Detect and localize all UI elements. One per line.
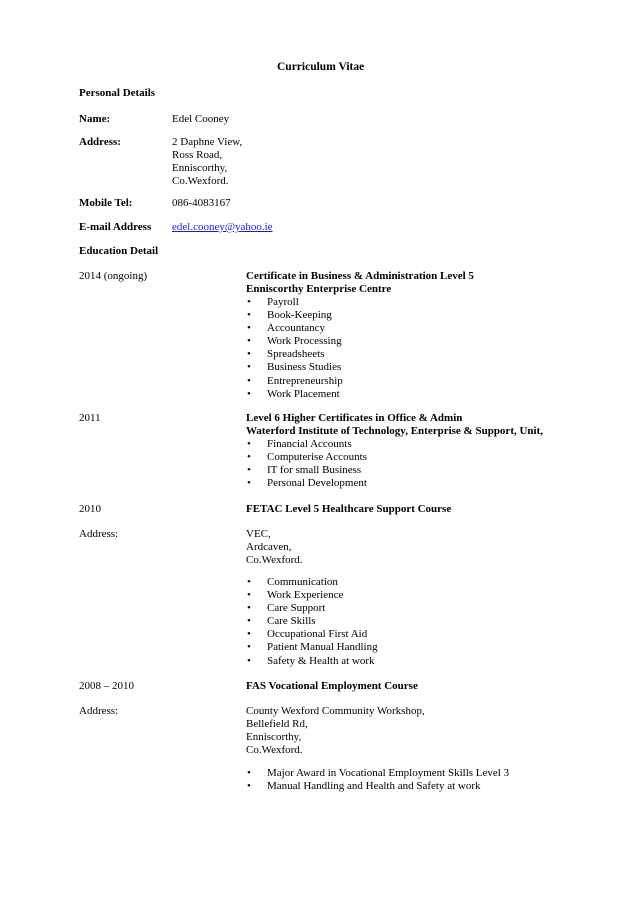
address-value bbox=[172, 136, 242, 188]
address-line: Co.Wexford. bbox=[172, 175, 229, 187]
entry-modules-list bbox=[247, 767, 509, 793]
address-line: Bellefield Rd, bbox=[246, 718, 308, 730]
list-item: • Accountancy bbox=[247, 322, 343, 335]
name-value: Edel Cooney bbox=[172, 113, 230, 125]
list-item: • Entrepreneurship bbox=[247, 375, 343, 388]
list-item: • Care Support bbox=[247, 602, 378, 615]
email-label: E-mail Address bbox=[79, 221, 152, 233]
entry-modules-list bbox=[247, 438, 367, 490]
address-line: Ardcaven, bbox=[246, 541, 292, 553]
list-item: • Care Skills bbox=[247, 615, 378, 628]
entry-title: Certificate in Business & Administration Level 5 bbox=[246, 270, 474, 282]
entry-address bbox=[246, 528, 303, 567]
entry-title: Level 6 Higher Certificates in Office & Admin bbox=[246, 412, 463, 424]
list-item: • Occupational First Aid bbox=[247, 628, 378, 641]
list-item: • Spreadsheets bbox=[247, 348, 343, 361]
address-label: Address: bbox=[79, 136, 121, 148]
entry-subtitle: Enniscorthy Enterprise Centre bbox=[246, 283, 392, 295]
email-link[interactable]: edel.cooney@yahoo.ie bbox=[172, 221, 273, 233]
address-line: Enniscorthy, bbox=[246, 731, 302, 743]
list-item: • Safety & Health at work bbox=[247, 655, 378, 668]
list-item: • Payroll bbox=[247, 296, 343, 309]
list-item: • IT for small Business bbox=[247, 464, 367, 477]
list-item: • Financial Accounts bbox=[247, 438, 367, 451]
list-item: • Communication bbox=[247, 576, 378, 589]
address-line: County Wexford Community Workshop, bbox=[246, 705, 425, 717]
name-label: Name: bbox=[79, 113, 111, 125]
personal-details-heading: Personal Details bbox=[79, 87, 156, 99]
list-item: • Major Award in Vocational Employment Skills Level 3 bbox=[247, 767, 509, 780]
address-line: 2 Daphne View, bbox=[172, 136, 243, 148]
address-line: Co.Wexford. bbox=[246, 744, 303, 756]
list-item: • Patient Manual Handling bbox=[247, 641, 378, 654]
document-title: Curriculum Vitae bbox=[277, 61, 365, 73]
entry-subtitle: Waterford Institute of Technology, Enterprise & Support, Unit, bbox=[246, 425, 544, 437]
entry-modules-list bbox=[247, 296, 343, 401]
list-item: • Personal Development bbox=[247, 477, 367, 490]
address-line: Co.Wexford. bbox=[246, 554, 303, 566]
entry-address bbox=[246, 705, 425, 757]
address-line: Ross Road, bbox=[172, 149, 223, 161]
entry-date: 2008 – 2010 bbox=[79, 680, 134, 692]
list-item: • Manual Handling and Health and Safety at work bbox=[247, 780, 509, 793]
list-item: • Work Placement bbox=[247, 388, 343, 401]
list-item: • Work Processing bbox=[247, 335, 343, 348]
list-item: • Computerise Accounts bbox=[247, 451, 367, 464]
entry-address-label: Address: bbox=[79, 528, 119, 540]
entry-address-label: Address: bbox=[79, 705, 119, 717]
entry-date: 2014 (ongoing) bbox=[79, 270, 148, 282]
entry-date: 2011 bbox=[79, 412, 101, 424]
address-line: VEC, bbox=[246, 528, 271, 540]
entry-title: FETAC Level 5 Healthcare Support Course bbox=[246, 503, 452, 515]
address-line: Enniscorthy, bbox=[172, 162, 228, 174]
education-heading: Education Detail bbox=[79, 245, 159, 257]
list-item: • Book-Keeping bbox=[247, 309, 343, 322]
entry-modules-list bbox=[247, 576, 378, 668]
entry-title: FAS Vocational Employment Course bbox=[246, 680, 418, 692]
entry-date: 2010 bbox=[79, 503, 101, 515]
list-item: • Work Experience bbox=[247, 589, 378, 602]
mobile-label: Mobile Tel: bbox=[79, 197, 133, 209]
list-item: • Business Studies bbox=[247, 361, 343, 374]
mobile-value: 086-4083167 bbox=[172, 197, 231, 209]
